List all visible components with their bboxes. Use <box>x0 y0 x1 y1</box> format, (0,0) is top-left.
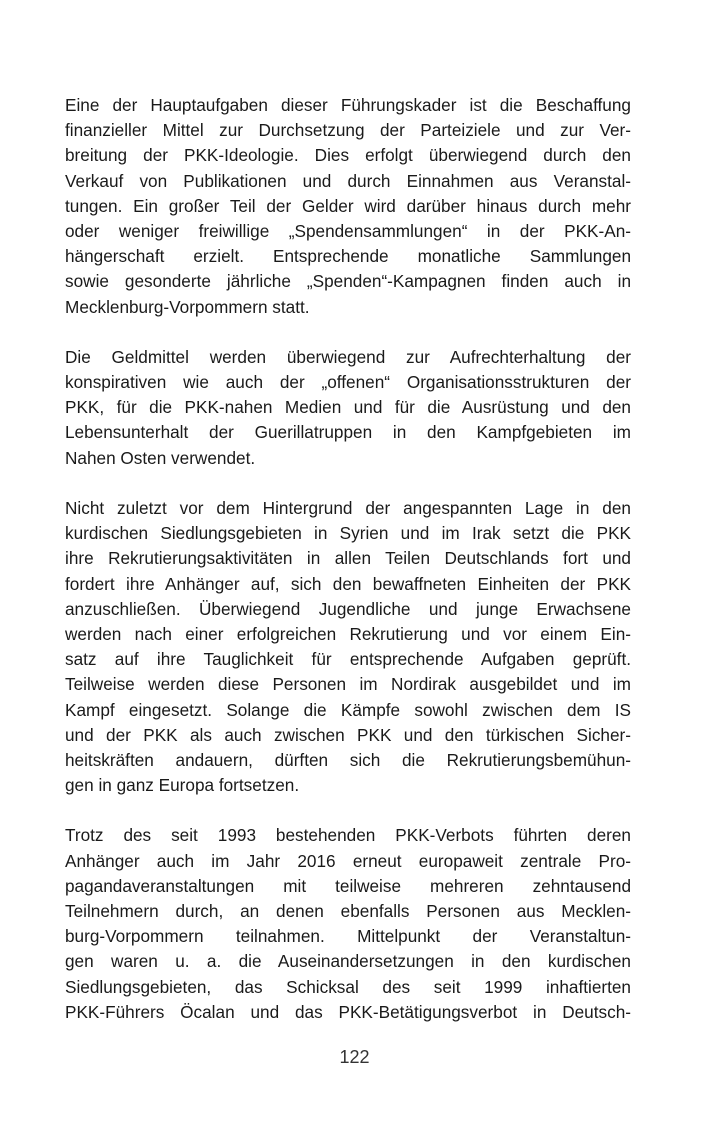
text-line: tungen. Ein großer Teil der Gelder wird darüber hinaus durch mehr <box>65 195 631 216</box>
text-line: Verkauf von Publikationen und durch Einnahmen aus Veranstal- <box>65 170 631 191</box>
text-line: fordert ihre Anhänger auf, sich den bewaffneten Einheiten der PKK <box>65 573 631 594</box>
text-line: werden nach einer erfolgreichen Rekrutierung und vor einem Ein- <box>65 623 631 644</box>
text-line: PKK, für die PKK-nahen Medien und für die Ausrüstung und den <box>65 397 631 418</box>
text-line: finanzieller Mittel zur Durchsetzung der Parteiziele und zur Ver- <box>65 120 631 141</box>
text-line: Kampf eingesetzt. Solange die Kämpfe sowohl zwischen dem IS <box>65 699 631 720</box>
text-line: Die Geldmittel werden überwiegend zur Aufrechterhaltung der <box>65 346 631 367</box>
text-line: anzuschließen. Überwiegend Jugendliche und junge Erwachsene <box>65 598 631 619</box>
text-line: Eine der Hauptaufgaben dieser Führungskader ist die Beschaffung <box>65 95 631 115</box>
text-line: satz auf ihre Tauglichkeit für entsprechende Aufgaben geprüft. <box>65 649 631 670</box>
text-line: hängerschaft erzielt. Entsprechende monatliche Sammlungen <box>65 246 631 267</box>
paragraph-use-of-funds <box>65 345 631 471</box>
text-line: Nahen Osten verwendet. <box>65 447 256 468</box>
text-line: Nicht zuletzt vor dem Hintergrund der angespannten Lage in den <box>65 498 631 518</box>
text-line: breitung der PKK-Ideologie. Dies erfolgt überwiegend durch den <box>65 145 631 166</box>
text-line: Lebensunterhalt der Guerillatruppen in den Kampfgebieten im <box>65 422 631 443</box>
page-body <box>65 93 631 1050</box>
text-line: und der PKK als auch zwischen PKK und den türkischen Sicher- <box>65 724 631 745</box>
paragraph-funding <box>65 93 631 320</box>
text-line: heitskräften andauern, dürften sich die Rekrutierungsbemühun- <box>65 749 631 770</box>
text-line: konspirativen wie auch der „offenen“ Organisationsstrukturen der <box>65 372 631 393</box>
text-line: Trotz des seit 1993 bestehenden PKK-Verbots führten deren <box>65 825 631 846</box>
text-line: Teilweise werden diese Personen im Nordirak ausgebildet und im <box>65 674 631 695</box>
text-line: kurdischen Siedlungsgebieten in Syrien und im Irak setzt die PKK <box>65 523 631 544</box>
text-line: pagandaveranstaltungen mit teilweise mehreren zehntausend <box>65 875 631 896</box>
paragraph-propaganda-events <box>65 823 631 1025</box>
page-number: 122 <box>339 1047 370 1067</box>
text-line: oder weniger freiwillige „Spendensammlungen“ in der PKK-An- <box>65 220 631 241</box>
text-line: ihre Rekrutierungsaktivitäten in allen Teilen Deutschlands fort und <box>65 548 631 569</box>
text-line: Anhänger auch im Jahr 2016 erneut europaweit zentrale Pro- <box>65 850 631 871</box>
text-line: gen in ganz Europa fortsetzen. <box>65 775 300 796</box>
text-line: PKK-Führers Öcalan und das PKK-Betätigungsverbot in Deutsch- <box>65 1001 631 1022</box>
text-line: Siedlungsgebieten, das Schicksal des seit 1999 inhaftierten <box>65 976 631 997</box>
text-line: Teilnehmern durch, an denen ebenfalls Personen aus Mecklen- <box>65 901 631 921</box>
text-line: burg-Vorpommern teilnahmen. Mittelpunkt der Veranstaltun- <box>65 926 631 947</box>
text-line: sowie gesonderte jährliche „Spenden“-Kampagnen finden auch in <box>65 271 631 292</box>
text-line: gen waren u. a. die Auseinandersetzungen in den kurdischen <box>65 951 631 972</box>
paragraph-recruitment <box>65 496 631 798</box>
text-line: Mecklenburg-Vorpommern statt. <box>65 296 310 317</box>
